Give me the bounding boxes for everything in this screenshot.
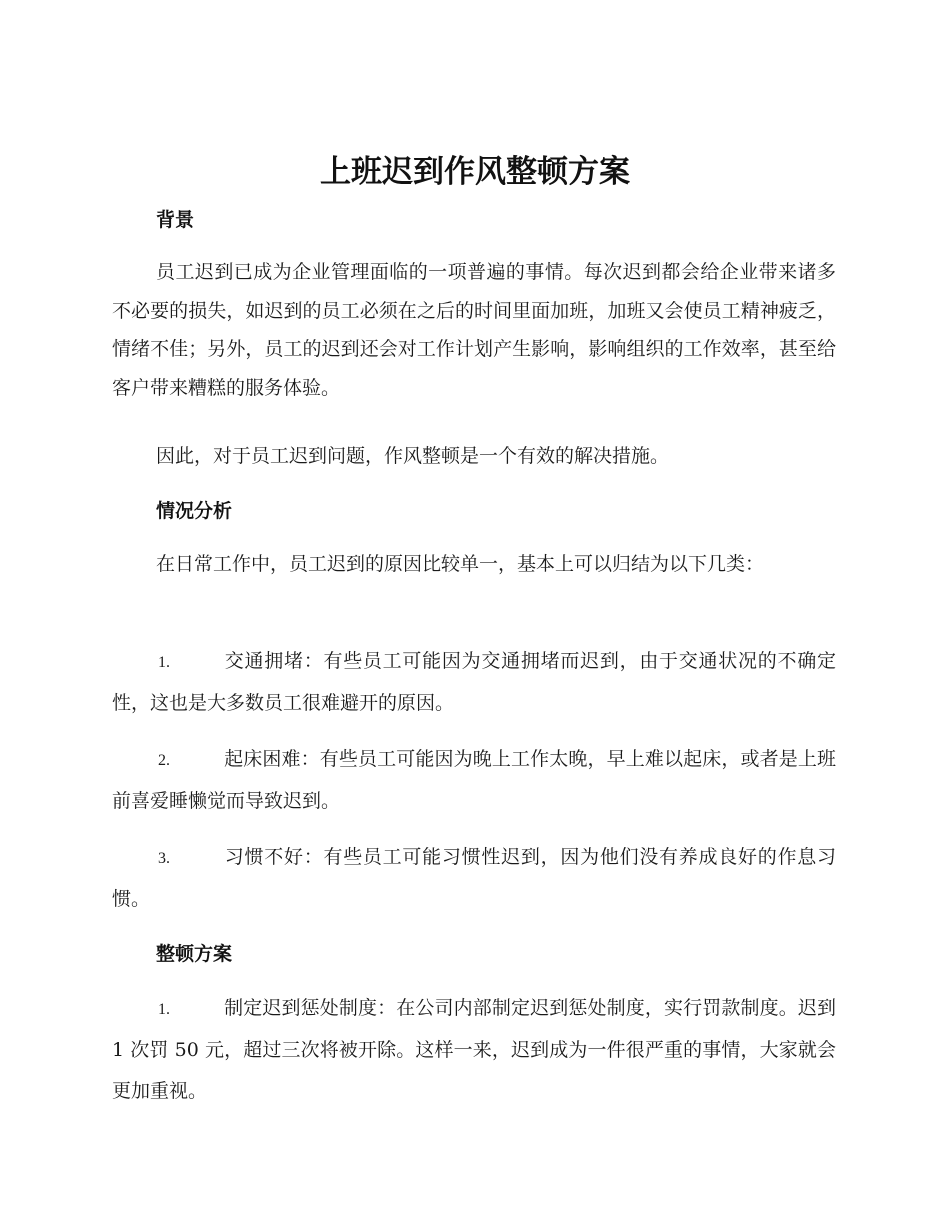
list-item-text: 习惯不好：有些员工可能习惯性迟到，因为他们没有养成良好的作息习惯。 (112, 846, 836, 910)
background-paragraph-1: 员工迟到已成为企业管理面临的一项普遍的事情。每次迟到都会给企业带来诸多不必要的损失，如迟到的员工必须在之后的时间里面加班，加班又会使员工精神疲乏，情绪不佳；另外，员工的迟到还会对工作计划产生影响，影响组织的工作效率，甚至给客户带来糟糕的服务体验。 (112, 261, 836, 399)
document-title: 上班迟到作风整顿方案 (320, 154, 630, 190)
analysis-intro-paragraph: 在日常工作中，员工迟到的原因比较单一，基本上可以归结为以下几类： (156, 553, 765, 575)
list-number: 2. (158, 752, 170, 769)
background-paragraph-2: 因此，对于员工迟到问题，作风整顿是一个有效的解决措施。 (156, 445, 670, 467)
section-heading-analysis: 情况分析 (156, 500, 233, 522)
list-number: 3. (158, 850, 170, 867)
analysis-list-item-2 (112, 739, 836, 822)
analysis-list-item-3 (112, 837, 836, 920)
section-heading-plan: 整顿方案 (156, 943, 233, 965)
plan-list-item-1 (112, 988, 836, 1112)
list-item-text: 制定迟到惩处制度：在公司内部制定迟到惩处制度，实行罚款制度。迟到 1 次罚 50 元，超过三次将被开除。这样一来，迟到成为一件很严重的事情，大家就会更加重视。 (112, 997, 836, 1102)
list-number: 1. (158, 1001, 170, 1018)
analysis-list-item-1 (112, 641, 836, 724)
list-item-text: 交通拥堵：有些员工可能因为交通拥堵而迟到，由于交通状况的不确定性，这也是大多数员工很难避开的原因。 (112, 650, 836, 714)
list-number: 1. (158, 654, 170, 671)
section-heading-background: 背景 (156, 209, 195, 231)
list-item-text: 起床困难：有些员工可能因为晚上工作太晚，早上难以起床，或者是上班前喜爱睡懒觉而导致迟到。 (112, 748, 836, 812)
